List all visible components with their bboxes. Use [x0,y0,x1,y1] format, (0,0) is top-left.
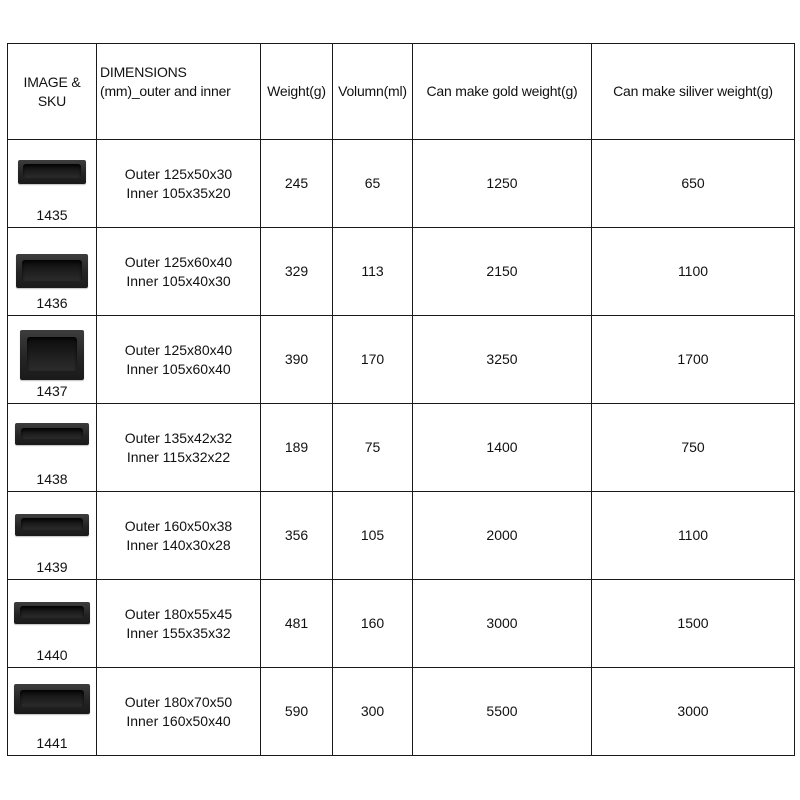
volume-cell: 113 [333,228,413,316]
weight-cell: 329 [261,228,333,316]
gold-weight-cell: 1250 [413,140,592,228]
dimensions-cell [97,580,261,668]
volume-cell: 170 [333,316,413,404]
table-row [8,228,795,316]
weight-cell: 245 [261,140,333,228]
dimensions-cell [97,228,261,316]
table-row [8,316,795,404]
silver-weight-cell: 1100 [592,228,795,316]
header-image-sku: IMAGE & SKU [8,44,97,140]
volume-cell: 300 [333,668,413,756]
gold-weight-cell: 5500 [413,668,592,756]
graphite-mold-icon [14,684,90,714]
table-row [8,492,795,580]
silver-weight-cell: 1700 [592,316,795,404]
inner-dimensions: Inner 115x32x22 [126,448,231,465]
header-weight: Weight(g) [261,44,333,140]
header-volume: Volumn(ml) [333,44,413,140]
inner-dimensions: Inner 155x35x32 [126,624,231,641]
inner-dimensions: Inner 105x40x30 [126,272,231,289]
weight-cell: 390 [261,316,333,404]
graphite-mold-icon [15,514,89,536]
header-row [8,44,795,140]
image-sku-cell [8,668,97,756]
sku-label: 1435 [36,206,68,223]
mold-cavity [21,518,83,530]
image-sku-cell [8,492,97,580]
silver-weight-cell: 1100 [592,492,795,580]
sku-label: 1437 [36,382,68,399]
dimensions-cell [97,140,261,228]
mold-cavity [20,606,84,618]
dimensions-cell [97,404,261,492]
weight-cell: 356 [261,492,333,580]
weight-cell: 481 [261,580,333,668]
mold-cavity [21,428,83,439]
sku-label: 1436 [36,294,68,311]
silver-weight-cell: 650 [592,140,795,228]
graphite-mold-icon [20,330,84,380]
table-row [8,580,795,668]
inner-dimensions: Inner 140x30x28 [126,536,231,553]
header-silver-weight: Can make siliver weight(g) [592,44,795,140]
image-sku-cell [8,228,97,316]
gold-weight-cell: 1400 [413,404,592,492]
dimensions-cell [97,316,261,404]
mold-cavity [27,337,77,371]
outer-dimensions: Outer 135x42x32 [124,430,233,447]
header-dimensions-line2: (mm)_outer and inner [100,82,231,99]
sku-label: 1441 [36,734,68,751]
gold-weight-cell: 3250 [413,316,592,404]
header-gold-weight: Can make gold weight(g) [413,44,592,140]
graphite-mold-icon [18,160,86,184]
table-row [8,668,795,756]
outer-dimensions: Outer 125x80x40 [124,342,233,359]
outer-dimensions: Outer 180x55x45 [124,606,233,623]
graphite-mold-icon [14,602,90,624]
table-row [8,140,795,228]
volume-cell: 65 [333,140,413,228]
image-sku-cell [8,140,97,228]
mold-cavity [23,164,81,178]
silver-weight-cell: 1500 [592,580,795,668]
table-row [8,404,795,492]
gold-weight-cell: 2000 [413,492,592,580]
volume-cell: 75 [333,404,413,492]
weight-cell: 189 [261,404,333,492]
volume-cell: 160 [333,580,413,668]
gold-weight-cell: 2150 [413,228,592,316]
outer-dimensions: Outer 180x70x50 [124,694,233,711]
inner-dimensions: Inner 105x60x40 [126,360,231,377]
mold-cavity [22,260,82,281]
header-dimensions [97,44,261,140]
graphite-mold-icon [16,254,88,288]
gold-weight-cell: 3000 [413,580,592,668]
silver-weight-cell: 750 [592,404,795,492]
mold-cavity [20,690,84,707]
outer-dimensions: Outer 125x60x40 [124,254,233,271]
image-sku-cell [8,580,97,668]
weight-cell: 590 [261,668,333,756]
image-sku-cell [8,404,97,492]
header-dimensions-line1: DIMENSIONS [100,64,187,80]
graphite-mold-icon [15,423,89,445]
dimensions-cell [97,492,261,580]
dimensions-cell [97,668,261,756]
mold-spec-table [7,43,795,756]
outer-dimensions: Outer 160x50x38 [124,518,233,535]
inner-dimensions: Inner 105x35x20 [126,184,231,201]
sku-label: 1440 [36,646,68,663]
silver-weight-cell: 3000 [592,668,795,756]
inner-dimensions: Inner 160x50x40 [126,712,231,729]
outer-dimensions: Outer 125x50x30 [124,166,233,183]
sku-label: 1439 [36,558,68,575]
sku-label: 1438 [36,470,68,487]
volume-cell: 105 [333,492,413,580]
image-sku-cell [8,316,97,404]
